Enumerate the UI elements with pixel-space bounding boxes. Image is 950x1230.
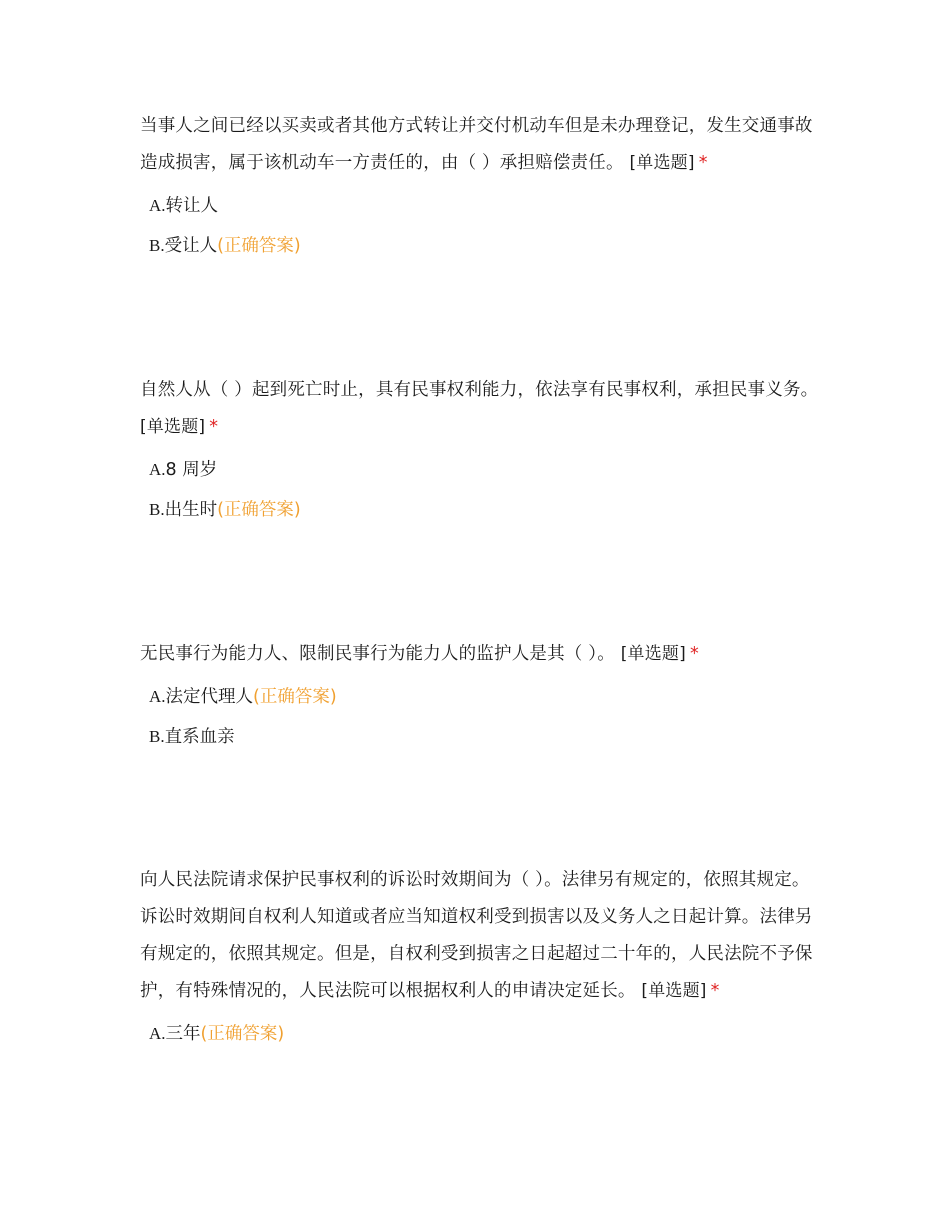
question-1-text: 当事人之间已经以买卖或者其他方式转让并交付机动车但是未办理登记，发生交通事故造成损害，属于该机动车一方责任的，由（ ）承担赔偿责任。 [单选题] * xyxy=(140,116,813,173)
correct-answer-tag: (正确答案) xyxy=(200,1024,285,1044)
question-4 xyxy=(140,862,820,1046)
correct-answer-tag: (正确答案) xyxy=(217,500,301,520)
question-3 xyxy=(140,636,820,749)
option-a[interactable]: A.三年(正确答案) xyxy=(149,1024,285,1044)
question-2-text: 自然人从（ ）起到死亡时止，具有民事权利能力，依法享有民事权利，承担民事义务。 [单选题] * xyxy=(140,380,819,437)
question-2 xyxy=(140,372,820,522)
question-type: [单选题] xyxy=(641,981,707,1001)
correct-answer-tag: (正确答案) xyxy=(217,236,301,256)
option-a[interactable]: A.法定代理人(正确答案) xyxy=(149,687,337,707)
option-a[interactable]: A.8 周岁 xyxy=(149,460,218,480)
question-4-text: 向人民法院请求保护民事权利的诉讼时效期间为（ ）。法律另有规定的，依照其规定。诉讼时效期间自权利人知道或者应当知道权利受到损害以及义务人之日起计算。法律另有规定的，依照其规定。但是，自权利受到损害之日起超过二十年的，人民法院不予保护，有特殊情况的，人民法院可以根据权利人的申请决定延长。 [单选题] * xyxy=(140,870,813,1001)
required-mark: * xyxy=(698,153,708,173)
question-1 xyxy=(140,108,820,258)
option-b[interactable]: B.出生时(正确答案) xyxy=(149,500,301,520)
question-type: [单选题] xyxy=(620,644,686,664)
option-a[interactable]: A.转让人 xyxy=(149,196,219,216)
correct-answer-tag: (正确答案) xyxy=(253,687,337,707)
required-mark: * xyxy=(710,981,720,1001)
option-b[interactable]: B.直系血亲 xyxy=(149,727,235,747)
question-type: [单选题] xyxy=(629,153,695,173)
required-mark: * xyxy=(209,417,219,437)
question-type: [单选题] xyxy=(140,417,206,437)
question-3-text: 无民事行为能力人、限制民事行为能力人的监护人是其（ ）。 [单选题] * xyxy=(140,644,699,664)
option-b[interactable]: B.受让人(正确答案) xyxy=(149,236,301,256)
required-mark: * xyxy=(689,644,699,664)
